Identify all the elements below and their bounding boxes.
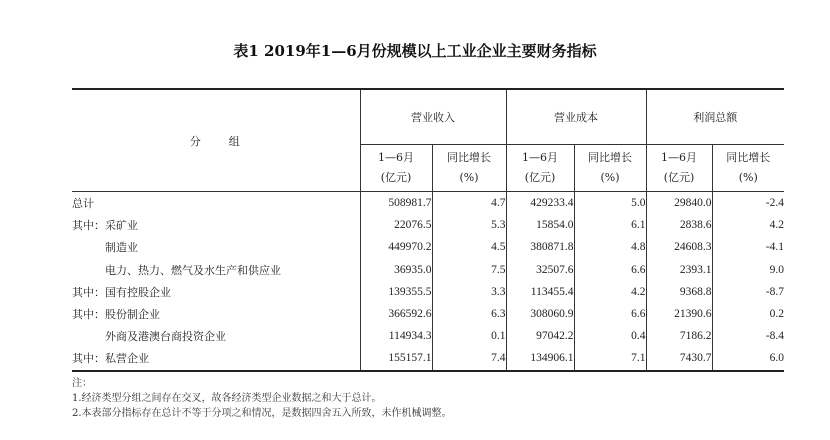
profit-value: 7430.7 (646, 347, 712, 370)
table-row (72, 281, 784, 303)
profit-growth: -8.4 (712, 325, 784, 347)
profit-growth: 6.0 (712, 347, 784, 370)
table-row (72, 236, 784, 258)
cost-growth: 4.2 (574, 281, 646, 303)
profit-value: 2838.6 (646, 214, 712, 236)
revenue-growth-header: 同比增长 (%) (432, 145, 506, 192)
revenue-value: 114934.3 (360, 325, 432, 347)
profit-growth-header: 同比增长 (%) (712, 145, 784, 192)
group-header: 分 组 (72, 89, 360, 192)
cost-growth: 6.1 (574, 214, 646, 236)
cost-period-header: 1—6月 (亿元) (506, 145, 574, 192)
profit-value: 21390.6 (646, 303, 712, 325)
cost-value: 429233.4 (506, 192, 574, 215)
profit-growth: -2.4 (712, 192, 784, 215)
revenue-growth: 4.7 (432, 192, 506, 215)
profit-period-header: 1—6月 (亿元) (646, 145, 712, 192)
note-line-1: 1.经济类型分组之间存在交叉，故各经济类型企业数据之和大于总计。 (72, 393, 382, 404)
profit-header: 利润总额 (646, 89, 784, 145)
cost-growth: 6.6 (574, 259, 646, 281)
cost-value: 97042.2 (506, 325, 574, 347)
row-label: 其中：采矿业 (72, 219, 138, 233)
cost-growth-header: 同比增长 (%) (574, 145, 646, 192)
profit-value: 2393.1 (646, 259, 712, 281)
row-label: 外商及港澳台商投资企业 (72, 330, 226, 344)
profit-growth: -8.7 (712, 281, 784, 303)
revenue-header: 营业收入 (360, 89, 506, 145)
revenue-value: 36935.0 (360, 259, 432, 281)
row-label: 总计 (72, 197, 94, 211)
table-row (72, 303, 784, 325)
revenue-value: 139355.5 (360, 281, 432, 303)
notes-heading: 注： (72, 378, 92, 389)
table-notes (72, 376, 452, 421)
table-row (72, 214, 784, 236)
row-label: 其中：股份制企业 (72, 308, 160, 322)
profit-value: 29840.0 (646, 192, 712, 215)
header-row-1 (72, 89, 784, 145)
revenue-value: 449970.2 (360, 236, 432, 258)
cost-growth: 5.0 (574, 192, 646, 215)
financial-indicators-table (72, 88, 784, 372)
cost-value: 380871.8 (506, 236, 574, 258)
profit-value: 9368.8 (646, 281, 712, 303)
cost-growth: 0.4 (574, 325, 646, 347)
cost-value: 134906.1 (506, 347, 574, 370)
row-label: 其中：私营企业 (72, 352, 149, 366)
revenue-growth: 7.5 (432, 259, 506, 281)
revenue-growth: 4.5 (432, 236, 506, 258)
row-label: 制造业 (72, 241, 138, 255)
table-row (72, 325, 784, 347)
profit-value: 24608.3 (646, 236, 712, 258)
revenue-growth: 5.3 (432, 214, 506, 236)
cost-value: 15854.0 (506, 214, 574, 236)
profit-growth: -4.1 (712, 236, 784, 258)
profit-growth: 4.2 (712, 214, 784, 236)
note-line-2: 2.本表部分指标存在总计不等于分项之和情况，是数据四舍五入所致，未作机械调整。 (72, 408, 452, 419)
profit-value: 7186.2 (646, 325, 712, 347)
table-row (72, 259, 784, 281)
row-label: 电力、热力、燃气及水生产和供应业 (72, 263, 281, 277)
revenue-value: 508981.7 (360, 192, 432, 215)
revenue-period-header: 1—6月 (亿元) (360, 145, 432, 192)
row-label: 其中：国有控股企业 (72, 285, 171, 299)
revenue-growth: 0.1 (432, 325, 506, 347)
table-row (72, 347, 784, 370)
revenue-growth: 3.3 (432, 281, 506, 303)
table-title: 表1 2019年1—6月份规模以上工业企业主要财务指标 (233, 42, 597, 60)
table-row (72, 192, 784, 215)
profit-growth: 0.2 (712, 303, 784, 325)
revenue-value: 155157.1 (360, 347, 432, 370)
revenue-growth: 7.4 (432, 347, 506, 370)
cost-header: 营业成本 (506, 89, 646, 145)
cost-growth: 7.1 (574, 347, 646, 370)
cost-value: 113455.4 (506, 281, 574, 303)
cost-value: 308060.9 (506, 303, 574, 325)
revenue-value: 366592.6 (360, 303, 432, 325)
revenue-growth: 6.3 (432, 303, 506, 325)
revenue-value: 22076.5 (360, 214, 432, 236)
cost-growth: 4.8 (574, 236, 646, 258)
profit-growth: 9.0 (712, 259, 784, 281)
cost-value: 32507.6 (506, 259, 574, 281)
cost-growth: 6.6 (574, 303, 646, 325)
